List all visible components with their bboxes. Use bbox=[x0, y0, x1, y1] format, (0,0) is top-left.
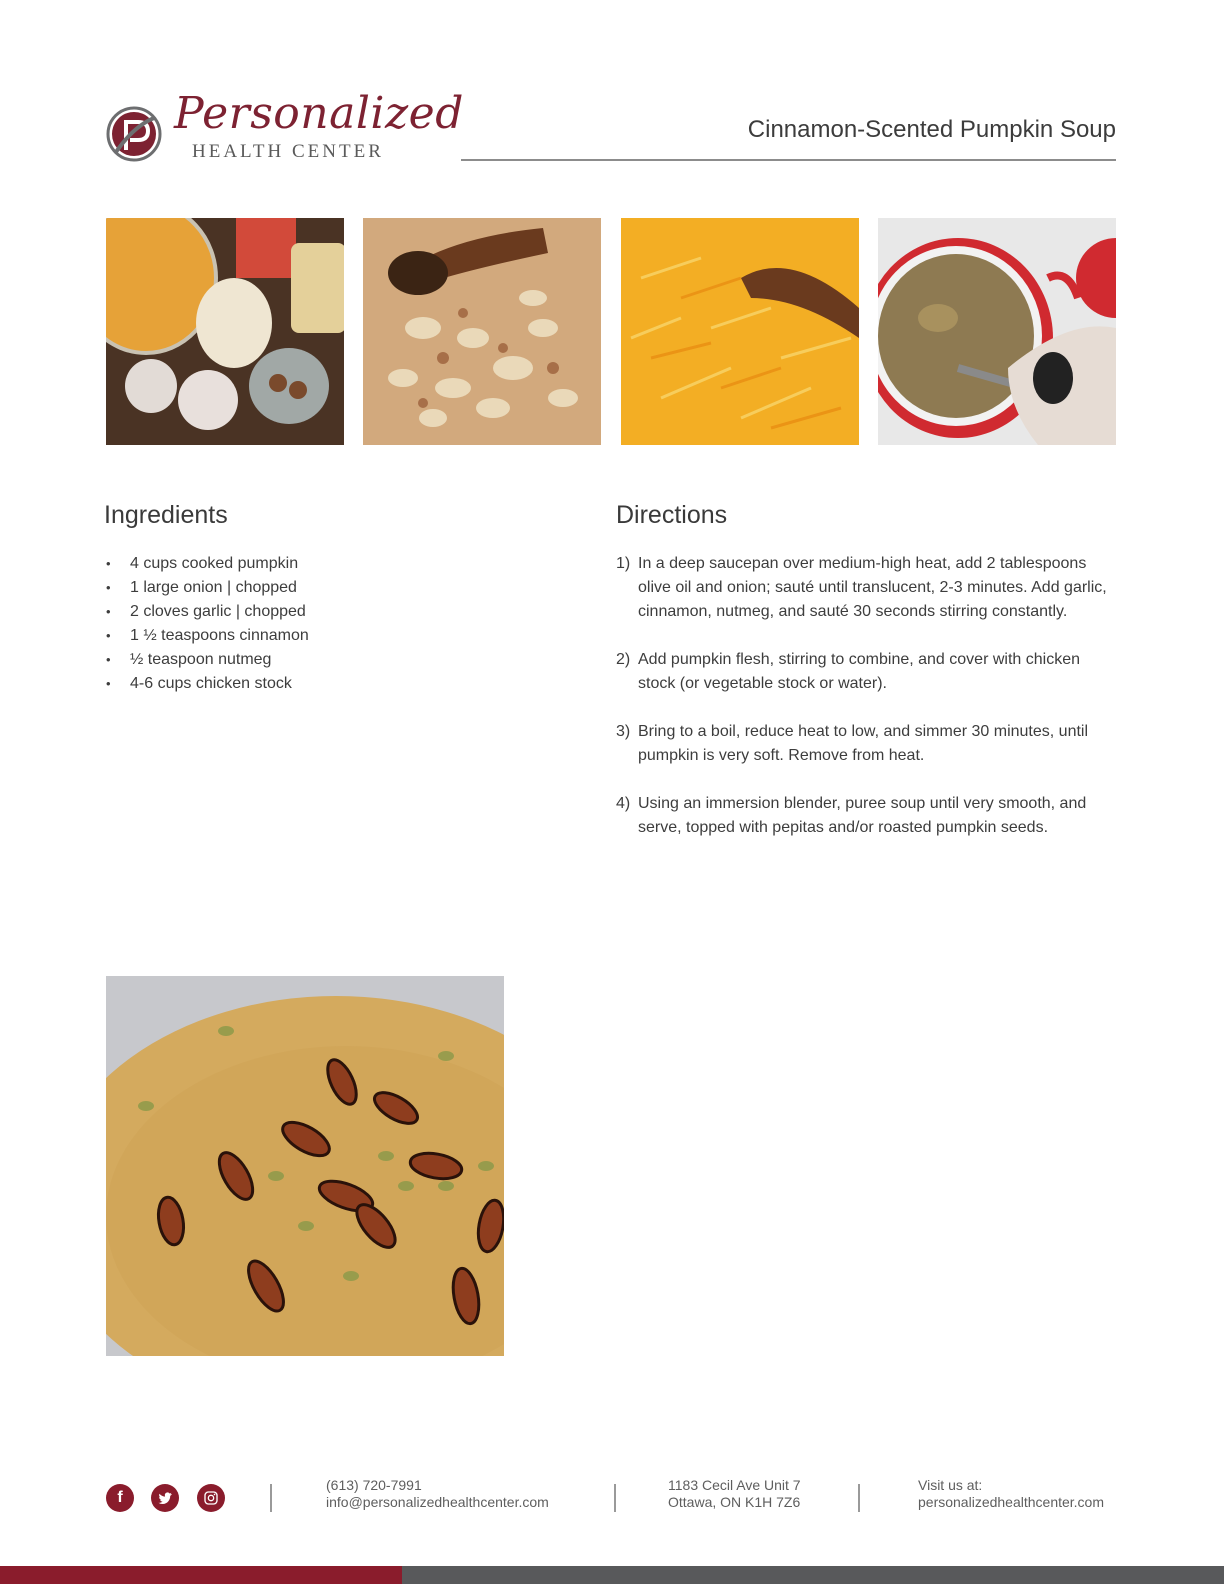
footer-divider bbox=[270, 1484, 272, 1512]
twitter-icon[interactable] bbox=[151, 1484, 179, 1512]
direction-step: 2) Add pumpkin flesh, stirring to combine, and cover with chicken stock (or vegetable stock or water). bbox=[616, 651, 1080, 692]
bullet-icon: • bbox=[106, 556, 111, 571]
logo-wordmark: Personalized bbox=[174, 88, 464, 139]
direction-step: 3) Bring to a boil, reduce heat to low, and simmer 30 minutes, until pumpkin is very soft. Remove from heat. bbox=[616, 723, 1089, 764]
direction-step: 1) In a deep saucepan over medium-high heat, add 2 tablespoons olive oil and onion; sauté until translucent, 2-3 minutes. Add garlic, cinnamon, nutmeg, and sauté 30 seconds stirring constantly. bbox=[616, 555, 1107, 620]
logo-icon bbox=[106, 106, 162, 162]
list-item: • 1 ½ teaspoons cinnamon bbox=[104, 624, 309, 648]
bullet-icon: • bbox=[106, 628, 111, 643]
direction-step: 4) Using an immersion blender, puree soup until very smooth, and serve, topped with pepitas and/or roasted pumpkin seeds. bbox=[616, 795, 1087, 836]
address-line-1: 1183 Cecil Ave Unit 7 bbox=[668, 1477, 801, 1493]
footer-divider bbox=[614, 1484, 616, 1512]
instagram-icon[interactable] bbox=[197, 1484, 225, 1512]
directions-list bbox=[616, 552, 1116, 864]
list-item: • 4-6 cups chicken stock bbox=[104, 672, 309, 696]
title-divider bbox=[461, 159, 1116, 161]
bullet-icon: • bbox=[106, 580, 111, 595]
ingredients-heading: Ingredients bbox=[104, 501, 228, 529]
blending-soup-photo bbox=[878, 218, 1116, 445]
sauteing-onions-photo bbox=[363, 218, 601, 445]
directions-heading: Directions bbox=[616, 501, 728, 529]
ingredients-photo bbox=[106, 218, 344, 445]
facebook-icon[interactable]: f bbox=[106, 1484, 134, 1512]
website-info bbox=[918, 1477, 1104, 1511]
list-item: • 4 cups cooked pumpkin bbox=[104, 552, 309, 576]
bullet-icon: • bbox=[106, 604, 111, 619]
list-item: • ½ teaspoon nutmeg bbox=[104, 648, 309, 672]
bullet-icon: • bbox=[106, 676, 111, 691]
finished-soup-photo bbox=[106, 976, 504, 1356]
footer-divider bbox=[858, 1484, 860, 1512]
email-link[interactable]: info@personalizedhealthcenter.com bbox=[326, 1494, 549, 1510]
list-item: • 2 cloves garlic | chopped bbox=[104, 600, 309, 624]
contact-info bbox=[326, 1477, 549, 1511]
phone-number[interactable]: (613) 720-7991 bbox=[326, 1477, 422, 1493]
visit-label: Visit us at: bbox=[918, 1477, 983, 1493]
address-line-2: Ottawa, ON K1H 7Z6 bbox=[668, 1494, 801, 1510]
bullet-icon: • bbox=[106, 652, 111, 667]
logo-subtitle: HEALTH CENTER bbox=[192, 141, 384, 162]
website-link[interactable]: personalizedhealthcenter.com bbox=[918, 1494, 1105, 1510]
footer-bar bbox=[402, 1566, 1224, 1584]
list-item: • 1 large onion | chopped bbox=[104, 576, 309, 600]
ingredients-list bbox=[104, 552, 309, 696]
page-title: Cinnamon-Scented Pumpkin Soup bbox=[747, 116, 1116, 143]
footer-accent-bar bbox=[0, 1566, 402, 1584]
address bbox=[668, 1477, 801, 1511]
pumpkin-stock-photo bbox=[621, 218, 859, 445]
